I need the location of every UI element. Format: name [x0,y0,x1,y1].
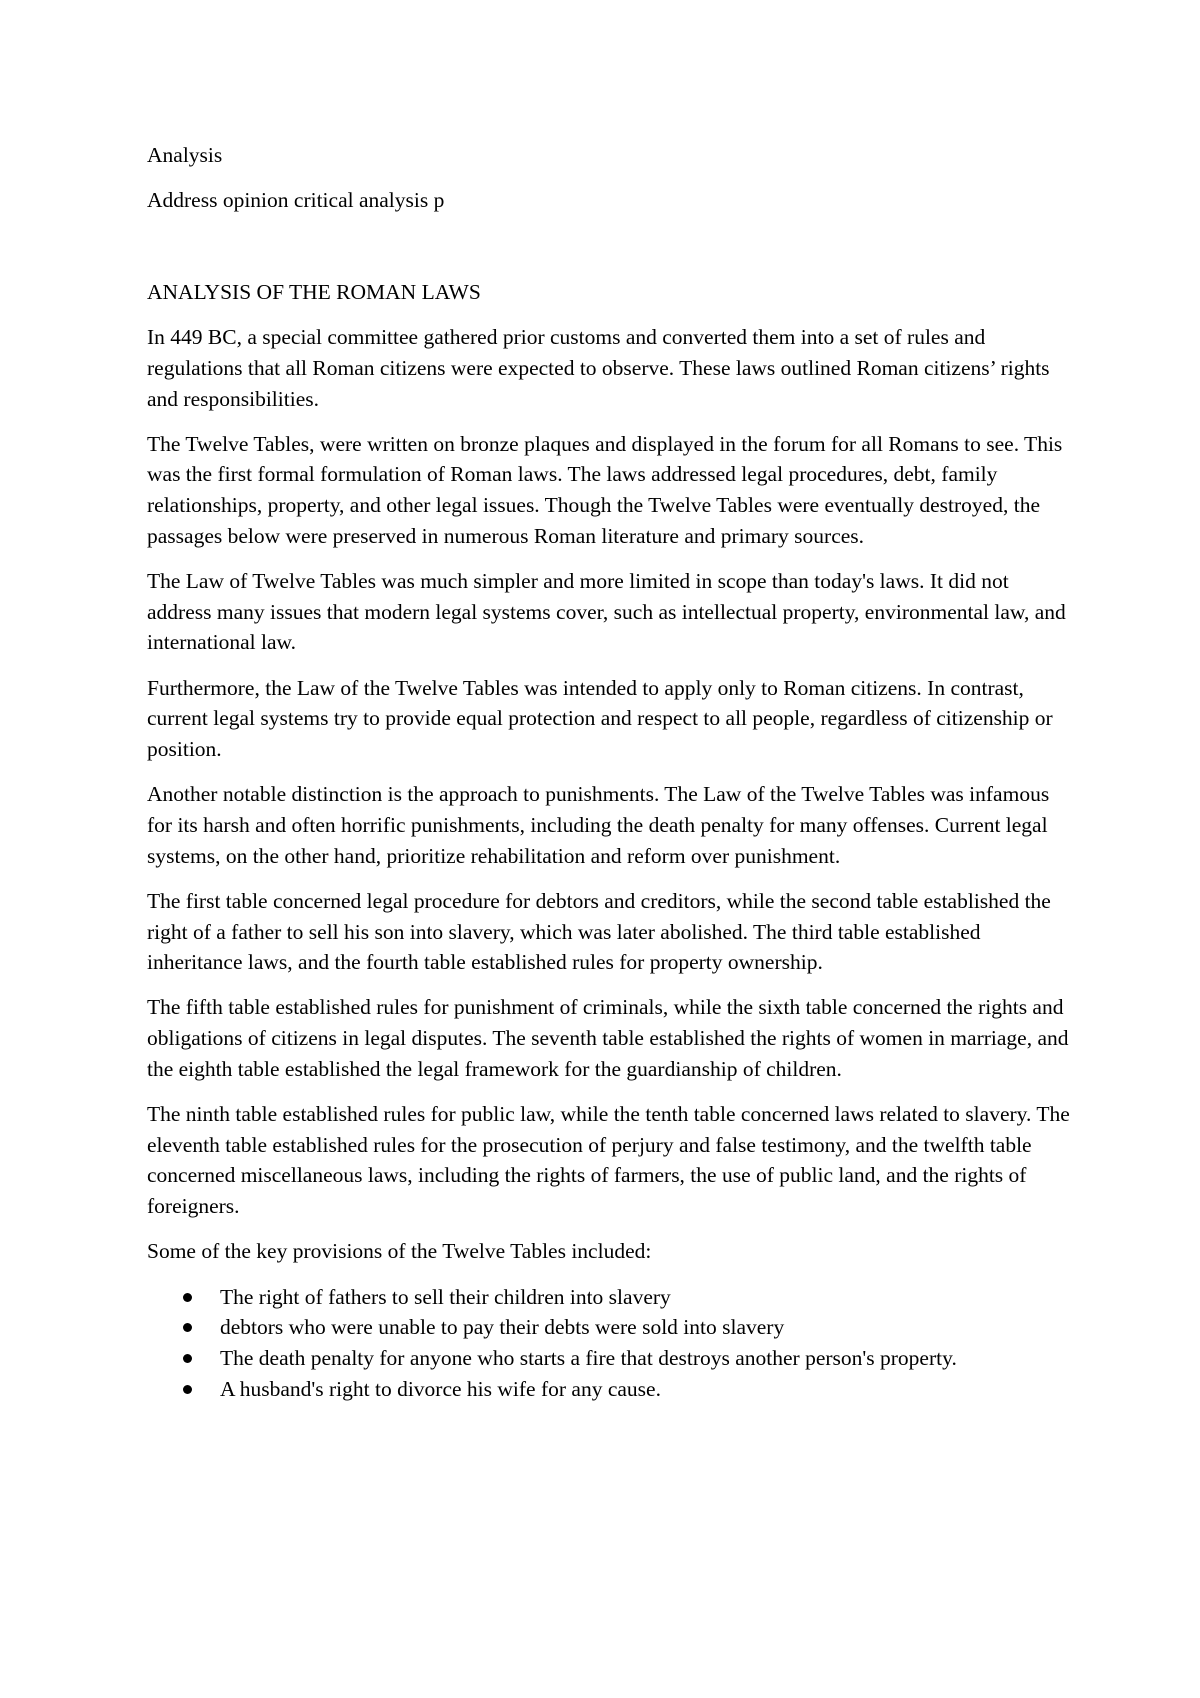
paragraph: Furthermore, the Law of the Twelve Tables was intended to apply only to Roman citizens. In contrast, current legal systems try to provide equal protection and respect to all people, regardless of citizenship or position. [147,675,1053,762]
paragraph: In 449 BC, a special committee gathered prior customs and converted them into a set of rules and regulations that all Roman citizens were expected to observe. These laws outlined Roman citizens’ rights and responsibilities. [147,325,1050,411]
paragraph: Another notable distinction is the approach to punishments. The Law of the Twelve Tables was infamous for its harsh and often horrific punishments, including the death penalty for many offenses. Current legal systems, on the other hand, prioritize rehabilitation and reform over punishment. [147,782,1050,868]
paragraph: The Twelve Tables, were written on bronze plaques and displayed in the forum for all Romans to see. This was the first formal formulation of Roman laws. The laws addressed legal procedures, debt, family relationships, property, and other legal issues. Though the Twelve Tables were eventually destroyed, the passages below were preserved in numerous Roman literature and primary sources. [147,431,1063,548]
paragraph: The ninth table established rules for public law, while the tenth table concerned laws related to slavery. The eleventh table established rules for the prosecution of perjury and false testimony, and the twelfth table concerned miscellaneous laws, including the rights of farmers, the use of public land, and the rights of foreigners. [147,1102,1070,1219]
header-label: Analysis [147,143,223,167]
paragraph: The Law of Twelve Tables was much simpler and more limited in scope than today's laws. It did not address many issues that modern legal systems cover, such as intellectual property, environmental law, and international law. [147,569,1066,655]
paragraph: The fifth table established rules for punishment of criminals, while the sixth table concerned the rights and obligations of citizens in legal disputes. The seventh table established the rights of women in marriage, and the eighth table established the legal framework for the guardianship of children. [147,995,1069,1081]
list-item-text: The right of fathers to sell their children into slavery [220,1284,671,1309]
provisions-list [147,1282,1072,1405]
bullet-icon [183,1385,192,1394]
list-item [147,1282,1072,1313]
paragraph: The first table concerned legal procedure for debtors and creditors, while the second table established the right of a father to sell his son into slavery, which was later abolished. The third table established inheritance laws, and the fourth table established rules for property ownership. [147,888,1051,975]
list-item [147,1312,1072,1343]
list-item [147,1343,1072,1374]
bullet-icon [183,1323,192,1332]
list-intro: Some of the key provisions of the Twelve Tables included: [147,1239,652,1264]
document-title: ANALYSIS OF THE ROMAN LAWS [147,279,481,304]
list-item-text: A husband's right to divorce his wife for any cause. [220,1376,661,1401]
list-item [147,1374,1072,1405]
list-item-text: debtors who were unable to pay their debts were sold into slavery [220,1315,785,1340]
list-item-text: The death penalty for anyone who starts a fire that destroys another person's property. [220,1346,957,1370]
document-body [147,140,1072,1404]
subheader-label: Address opinion critical analysis p [147,188,445,213]
bullet-icon [183,1354,192,1363]
bullet-icon [183,1293,192,1302]
